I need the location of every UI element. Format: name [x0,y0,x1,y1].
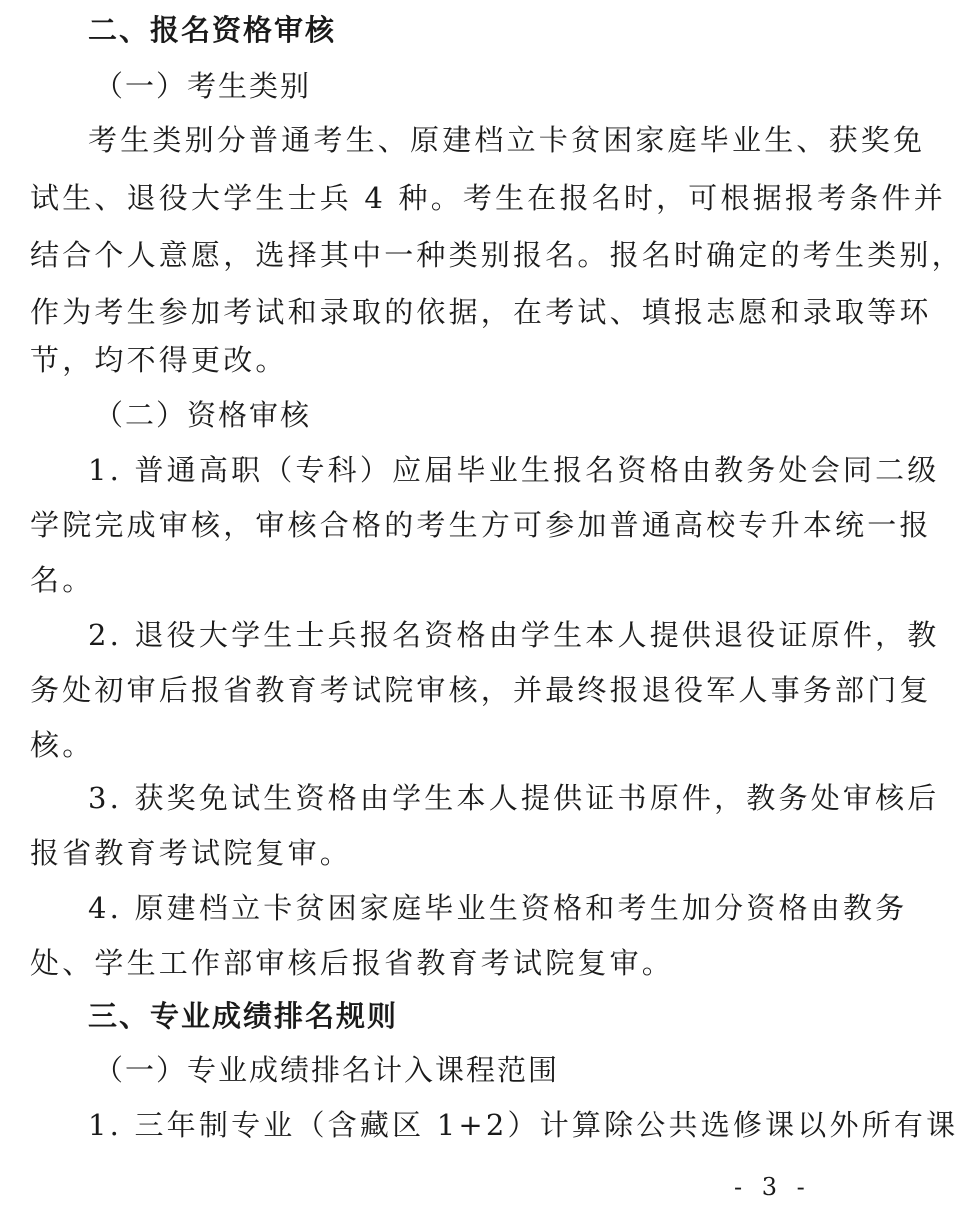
paragraph-line: 节，均不得更改。 [30,343,288,377]
paragraph-line: 考生类别分普通考生、原建档立卡贫困家庭毕业生、获奖免 [88,123,926,157]
section-heading-3: 三、专业成绩排名规则 [88,999,399,1033]
list-item-line: 3. 获奖免试生资格由学生本人提供证书原件，教务处审核后 [88,781,940,815]
section-heading-2: 二、报名资格审核 [88,13,337,47]
paragraph-line: 结合个人意愿，选择其中一种类别报名。报名时确定的考生类别， [30,238,964,272]
list-item-line: 1. 普通高职（专科）应届毕业生报名资格由教务处会同二级 [88,453,940,487]
list-item-line: 核。 [30,728,95,762]
list-item-line: 4. 原建档立卡贫困家庭毕业生资格和考生加分资格由教务 [88,891,908,925]
paragraph-line: 1. 三年制专业（含藏区 1+2）计算除公共选修课以外所有课 [88,1108,959,1142]
list-item-line: 学院完成审核，审核合格的考生方可参加普通高校专升本统一报 [30,508,932,542]
subsection-heading-course-scope: （一）专业成绩排名计入课程范围 [94,1053,560,1087]
list-item-line: 2. 退役大学生士兵报名资格由学生本人提供退役证原件，教 [88,618,940,652]
paragraph-line: 试生、退役大学生士兵 4 种。考生在报名时，可根据报考条件并 [30,181,946,215]
list-item-line: 报省教育考试院复审。 [30,836,353,870]
list-item-line: 处、学生工作部审核后报省教育考试院复审。 [30,946,675,980]
list-item-line: 名。 [30,563,95,597]
page-number: - 3 - [734,1173,811,1201]
paragraph-line: 作为考生参加考试和录取的依据，在考试、填报志愿和录取等环 [30,295,932,329]
list-item-line: 务处初审后报省教育考试院审核，并最终报退役军人事务部门复 [30,673,932,707]
subsection-heading-qualification-review: （二）资格审核 [94,398,312,432]
subsection-heading-candidate-types: （一）考生类别 [94,69,312,103]
